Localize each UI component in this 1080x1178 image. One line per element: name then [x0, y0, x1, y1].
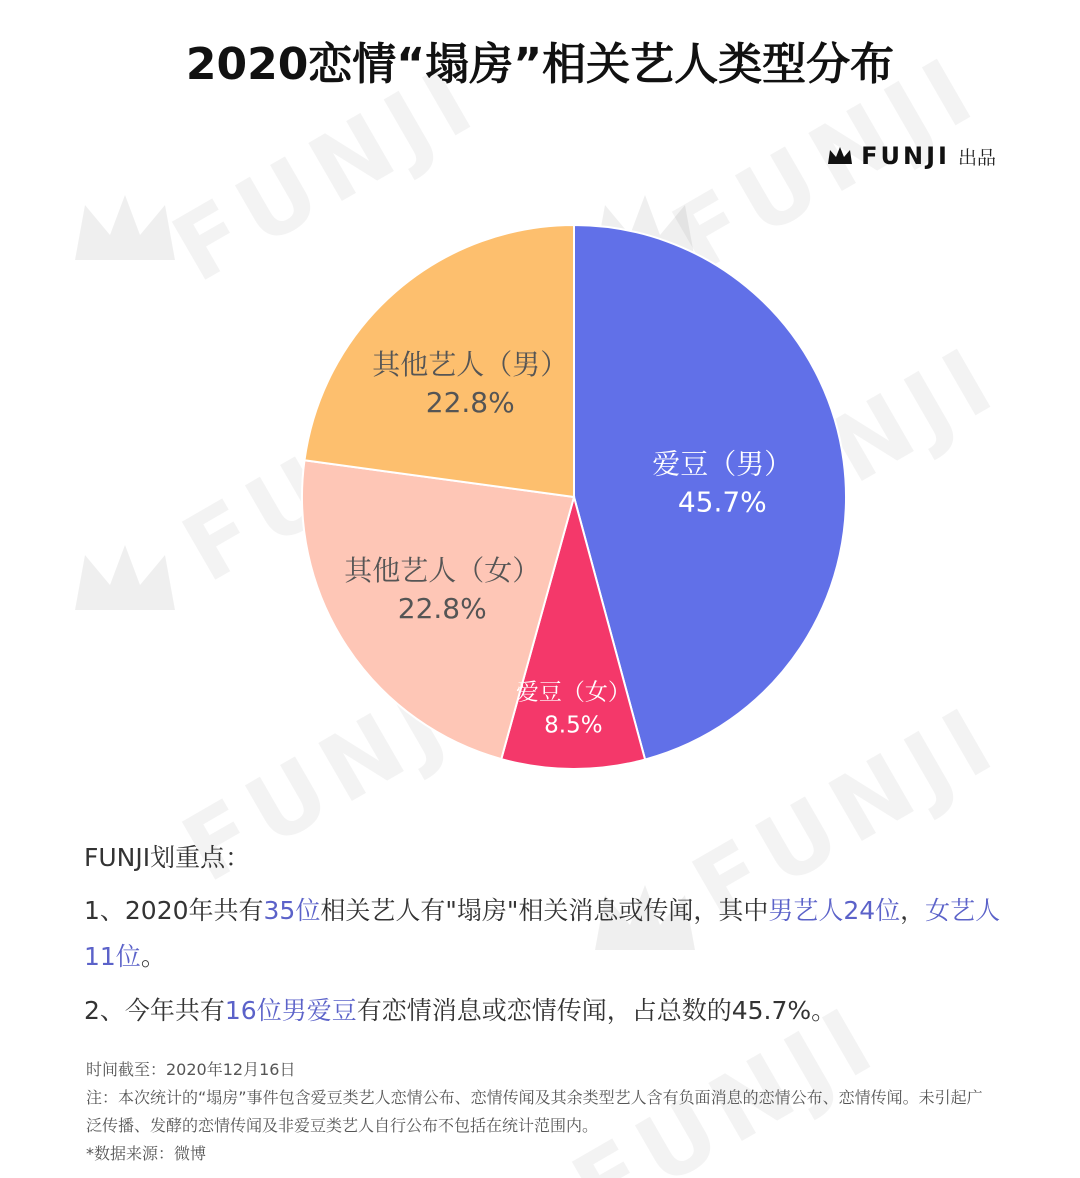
- footer: [86, 1056, 996, 1168]
- slice-label: 其他艺人（女）: [344, 553, 541, 587]
- notes-heading: FUNJI划重点：: [84, 843, 251, 872]
- footer-date: 时间截至：2020年12月16日: [86, 1060, 296, 1079]
- note-text: 有恋情消息或恋情传闻，占总数的45.7%。: [356, 996, 837, 1025]
- note-text: 相关艺人有"塌房"相关消息或传闻，其中: [320, 896, 769, 925]
- note-highlight: 女艺人11位: [84, 896, 1001, 971]
- note-highlight: 男艺人24位: [768, 896, 901, 925]
- brand-suffix: 出品: [957, 146, 996, 169]
- note-item: [84, 888, 1004, 980]
- slice-value-label: 45.7%: [677, 485, 767, 519]
- note-highlight: 16位男爱豆: [224, 996, 357, 1025]
- note-text: 2、今年共有: [84, 996, 225, 1025]
- slice-label: 爱豆（男）: [652, 447, 793, 481]
- slice-value-label: 8.5%: [544, 712, 603, 739]
- footer-source: *数据来源：微博: [86, 1144, 207, 1163]
- note-highlight: 35位: [263, 896, 321, 925]
- note-text: 。: [140, 942, 166, 971]
- brand-name: FUNJI: [861, 142, 950, 170]
- footer-note: 注：本次统计的“塌房”事件包含爱豆类艺人恋情公布、恋情传闻及其余类型艺人含有负面消息的恋情公布、恋情传闻。未引起广泛传播、发酵的恋情传闻及非爱豆类艺人自行公布不包括在统计范围内。: [86, 1088, 983, 1135]
- notes-section: [84, 838, 1004, 1042]
- slice-value-label: 22.8%: [425, 386, 515, 420]
- slice-value-label: 22.8%: [397, 591, 487, 625]
- slice-label: 其他艺人（男）: [372, 348, 569, 382]
- note-item: [84, 988, 1004, 1034]
- chart-title: 2020恋情“塌房”相关艺人类型分布: [185, 39, 895, 90]
- note-text: 1、2020年共有: [84, 896, 264, 925]
- slice-label: 爱豆（女）: [515, 679, 631, 706]
- note-text: ，: [900, 896, 926, 925]
